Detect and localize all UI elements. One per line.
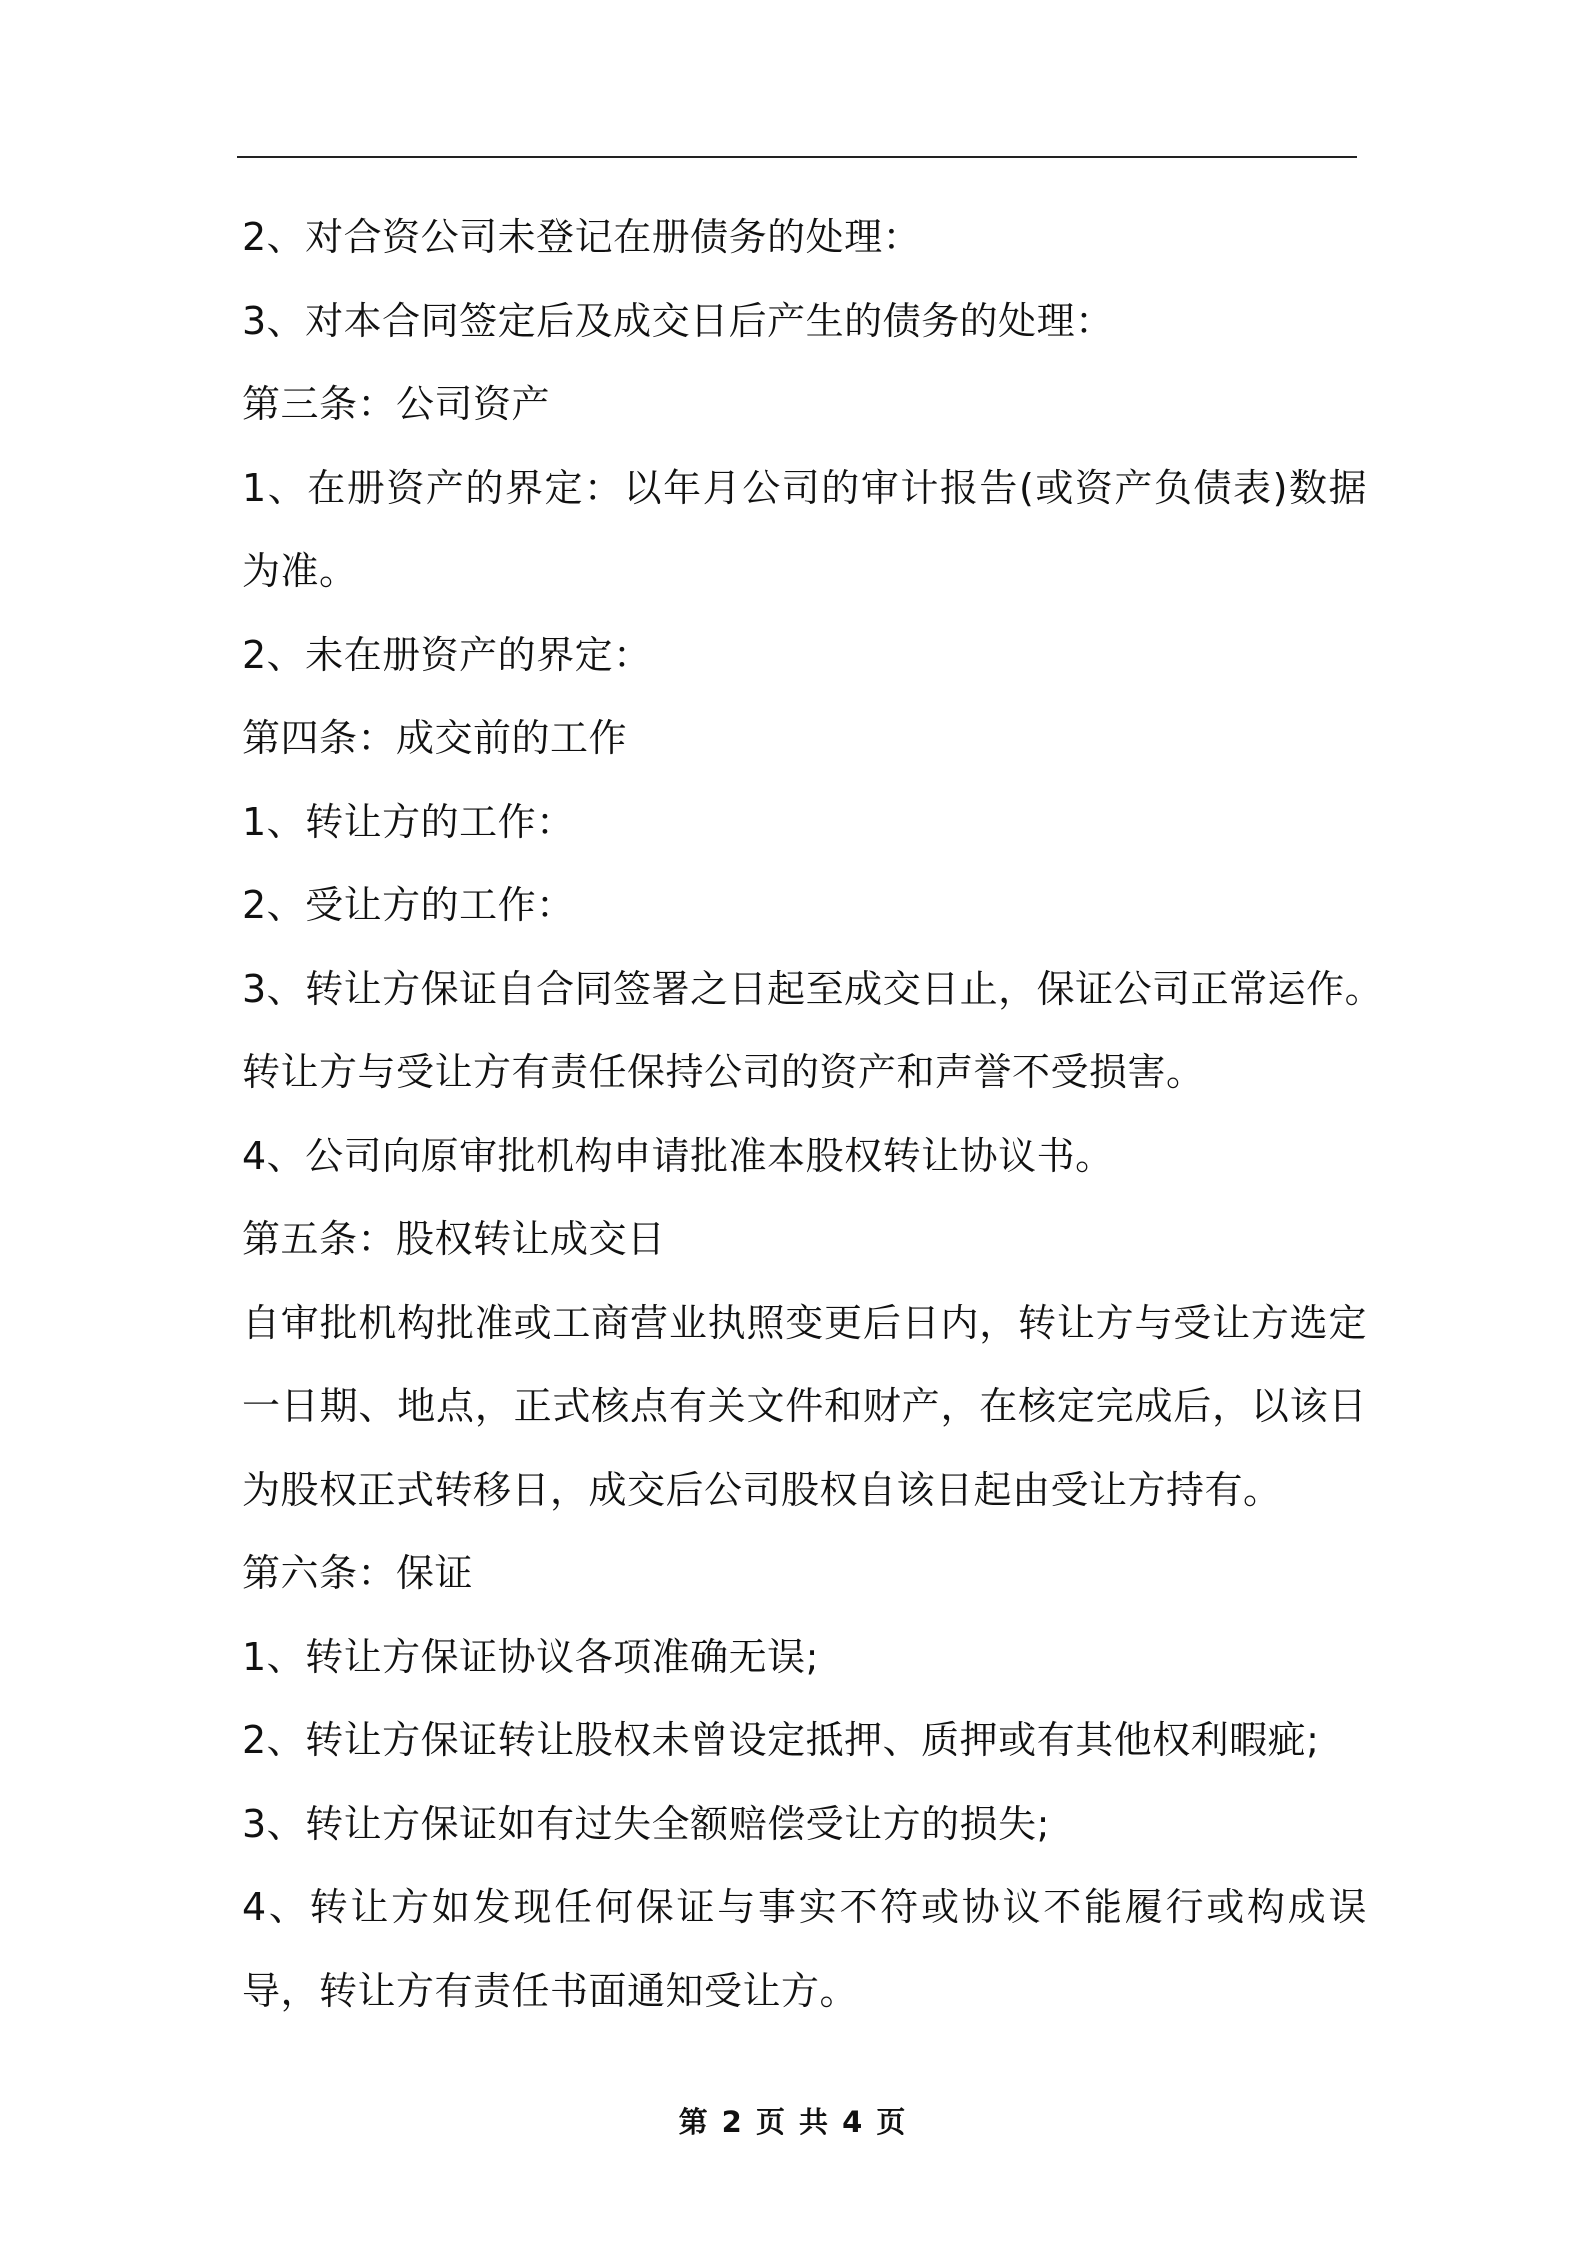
- paragraph: 转让方与受让方有责任保持公司的资产和声誉不受损害。: [242, 1050, 1205, 1094]
- section-heading: 第五条：股权转让成交日: [242, 1217, 666, 1261]
- paragraph: 1、在册资产的界定：以年月公司的审计报告(或资产负债表)数据为准。: [242, 465, 1367, 593]
- page-body: [242, 196, 1384, 2033]
- paragraph: 3、转让方保证如有过失全额赔偿受让方的损失;: [242, 1801, 1050, 1846]
- paragraph: 3、对本合同签定后及成交日后产生的债务的处理：: [242, 298, 1114, 343]
- paragraph: 3、转让方保证自合同签署之日起至成交日止，保证公司正常运作。: [242, 966, 1384, 1011]
- paragraph: 4、公司向原审批机构申请批准本股权转让协议书。: [242, 1133, 1114, 1178]
- paragraph: 1、转让方保证协议各项准确无误;: [242, 1634, 819, 1679]
- section-heading: 第四条：成交前的工作: [242, 716, 628, 760]
- paragraph: 2、受让方的工作：: [242, 883, 575, 927]
- header-rule: [237, 156, 1357, 158]
- paragraph: 2、转让方保证转让股权未曾设定抵押、质押或有其他权利暇疵;: [242, 1718, 1320, 1762]
- paragraph: 2、对合资公司未登记在册债务的处理：: [242, 215, 922, 259]
- page-number-footer: 第 2 页 共 4 页: [678, 2105, 908, 2139]
- paragraph: 1、转让方的工作：: [242, 799, 575, 844]
- paragraph: 自审批机构批准或工商营业执照变更后日内，转让方与受让方选定一日期、地点，正式核点有关文件和财产，在核定完成后，以该日为股权正式转移日，成交后公司股权自该日起由受让方持有。: [242, 1300, 1367, 1512]
- section-heading: 第六条：保证: [242, 1551, 474, 1595]
- paragraph: 2、未在册资产的界定：: [242, 632, 652, 677]
- paragraph: 4、转让方如发现任何保证与事实不符或协议不能履行或构成误导，转让方有责任书面通知受让方。: [242, 1885, 1367, 2013]
- section-heading: 第三条：公司资产: [242, 382, 551, 426]
